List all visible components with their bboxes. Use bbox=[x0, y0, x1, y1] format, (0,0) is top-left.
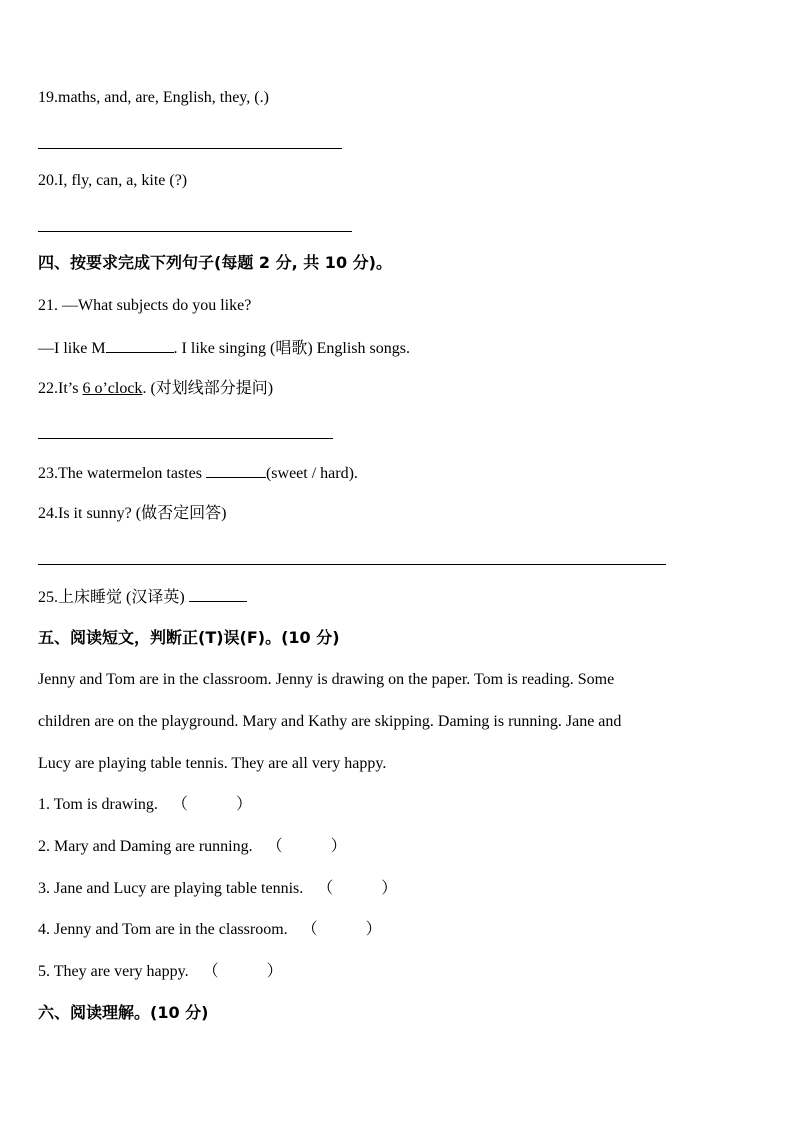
question-21-answer bbox=[38, 338, 410, 359]
tf-item-4-paren-close: ） bbox=[365, 921, 382, 938]
tf-item-3-paren-close: ） bbox=[381, 880, 398, 897]
q21-blank[interactable] bbox=[106, 338, 174, 353]
tf-item-3-text: 3. Jane and Lucy are playing table tennis. bbox=[38, 880, 304, 897]
tf-item-5-text: 5. They are very happy. bbox=[38, 963, 189, 980]
tf-item-2-paren-open: （ bbox=[266, 838, 283, 855]
q23-text-pre: 23.The watermelon tastes bbox=[38, 465, 206, 482]
question-19: 19.maths, and, are, English, they, (.) bbox=[38, 89, 269, 106]
question-23 bbox=[38, 463, 358, 484]
passage-line-1: Jenny and Tom are in the classroom. Jenny is drawing on the paper. Tom is reading. Some bbox=[38, 671, 615, 688]
passage-line-3: Lucy are playing table tennis. They are all very happy. bbox=[38, 755, 387, 772]
question-22 bbox=[38, 379, 273, 399]
answer-line-22[interactable] bbox=[38, 438, 333, 439]
passage-line-2: children are on the playground. Mary and Kathy are skipping. Daming is running. Jane and bbox=[38, 713, 622, 730]
tf-item-1-paren-close: ） bbox=[235, 796, 252, 813]
tf-item-4 bbox=[38, 920, 382, 940]
q21-text-post: . I like singing (唱歌) English songs. bbox=[173, 340, 410, 357]
section-4-heading: 四、按要求完成下列句子(每题 2 分, 共 10 分)。 bbox=[38, 253, 392, 272]
question-24: 24.Is it sunny? (做否定回答) bbox=[38, 505, 227, 522]
tf-item-3 bbox=[38, 879, 397, 899]
tf-item-5-paren-open: （ bbox=[202, 963, 219, 980]
question-20: 20.I, fly, can, a, kite (?) bbox=[38, 172, 188, 189]
tf-item-3-paren-open: （ bbox=[317, 880, 334, 897]
question-25 bbox=[38, 587, 247, 608]
tf-item-5-paren-close: ） bbox=[266, 963, 283, 980]
answer-line-19[interactable] bbox=[38, 148, 342, 149]
answer-line-20[interactable] bbox=[38, 231, 352, 232]
q25-text: 25.上床睡觉 (汉译英) bbox=[38, 589, 189, 606]
q25-blank[interactable] bbox=[189, 587, 247, 602]
tf-item-2-paren-close: ） bbox=[330, 838, 347, 855]
tf-item-4-paren-open: （ bbox=[301, 921, 318, 938]
q22-text-pre: 22.It’s bbox=[38, 380, 83, 397]
q22-underlined: 6 o’clock bbox=[82, 380, 143, 397]
section-5-heading: 五、阅读短文，判断正(T)误(F)。(10 分) bbox=[38, 628, 340, 647]
q23-text-post: (sweet / hard). bbox=[265, 465, 358, 482]
q23-blank[interactable] bbox=[206, 463, 266, 478]
tf-item-4-text: 4. Jenny and Tom are in the classroom. bbox=[38, 921, 288, 938]
q21-text-pre: —I like M bbox=[38, 340, 106, 357]
tf-item-1 bbox=[38, 795, 252, 815]
q22-text-post: . (对划线部分提问) bbox=[142, 380, 274, 397]
answer-line-24[interactable] bbox=[38, 564, 666, 565]
question-21-prompt: 21. —What subjects do you like? bbox=[38, 297, 252, 314]
tf-item-1-text: 1. Tom is drawing. bbox=[38, 796, 158, 813]
tf-item-5 bbox=[38, 962, 283, 982]
tf-item-1-paren-open: （ bbox=[171, 796, 188, 813]
tf-item-2 bbox=[38, 837, 347, 857]
section-6-heading: 六、阅读理解。(10 分) bbox=[38, 1003, 209, 1022]
tf-item-2-text: 2. Mary and Daming are running. bbox=[38, 838, 253, 855]
